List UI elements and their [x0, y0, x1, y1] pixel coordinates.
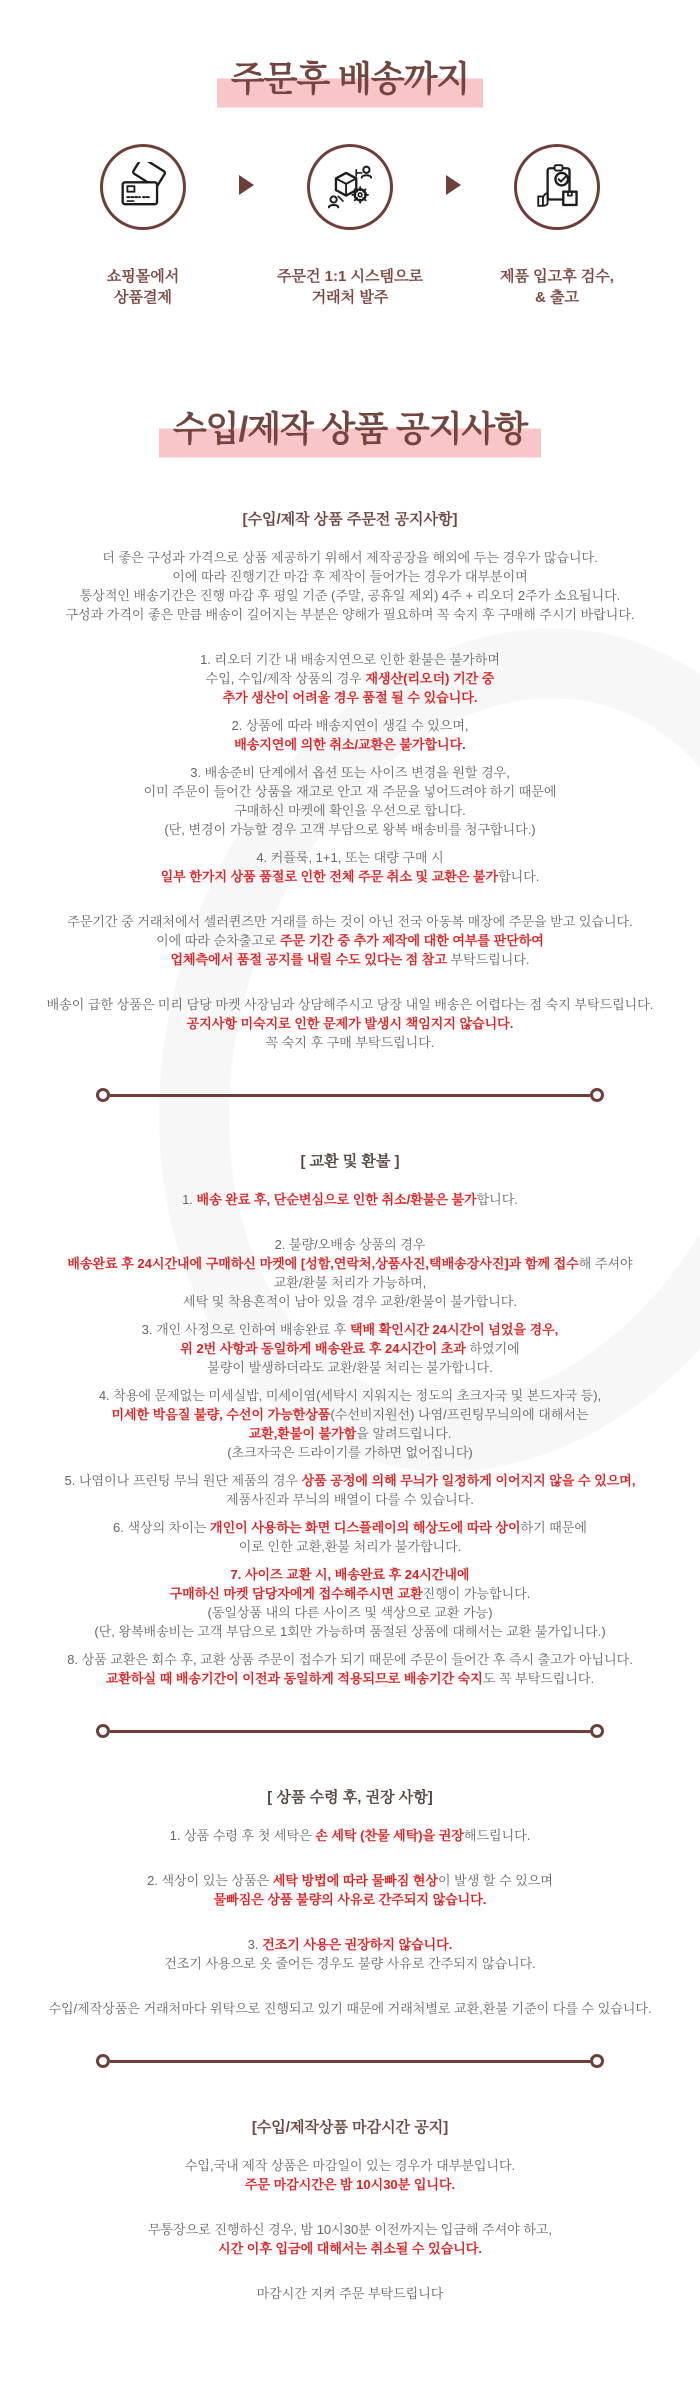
notice-block: [0, 1386, 700, 1462]
section-pre-order-notice: [0, 510, 700, 1052]
notice-line: [0, 782, 700, 801]
notice-text: 8. 상품 교환은 회수 후, 교환 상품 주문이 접수가 되기 때문에 주문이 들어간 후 즉시 출고가 아닙니다.: [67, 1652, 633, 1667]
notice-text: 주문기간 중 거래처에서 셀러퀸즈만 거래를 하는 것이 아닌 전국 아동복 매장에 주문을 받고 있습니다.: [67, 914, 633, 929]
process-step-payment: [47, 144, 239, 308]
notice-line: [0, 995, 700, 1014]
notice-text: 구매하신 마켓에 확인을 우선으로 합니다.: [234, 803, 466, 818]
notice-text-alert: 세탁 방법에 따라 물빠짐 현상: [272, 1873, 438, 1888]
notice-line: [0, 1339, 700, 1358]
step-arrow-icon: [446, 175, 461, 195]
notice-line: [0, 1518, 700, 1537]
notice-line: [0, 669, 700, 688]
notice-text: 수입/제작상품은 거래처마다 위탁으로 진행되고 있기 때문에 거래처별로 교환,환불 기준이 다를 수 있습니다.: [48, 2001, 652, 2016]
notice-line: [0, 1954, 700, 1973]
process-title: [0, 52, 700, 110]
notice-block: [0, 912, 700, 969]
notice-line: [0, 1565, 700, 1584]
section-care-recommendation: [0, 1788, 700, 2018]
process-steps: [0, 144, 700, 308]
notice-text: 이 발생 할 수 있으며: [438, 1873, 553, 1888]
notice-block: [0, 1826, 700, 1845]
notice-text: 을 알려드립니다.: [356, 1426, 452, 1441]
step-label-line: 쇼핑몰에서: [106, 268, 180, 285]
notice-line: [0, 1273, 700, 1292]
notice-text: 2. 상품에 따라 배송지연이 생길 수 있으며,: [231, 718, 469, 733]
notice-title-section: [0, 402, 700, 460]
notice-text: 이미 주문이 들어간 상품을 재고로 안고 재 주문을 넣어드려야 하기 때문에: [143, 784, 557, 799]
notice-text: 도 꼭 부탁드립니다.: [482, 1671, 595, 1686]
notice-line: [0, 820, 700, 839]
notice-line: [0, 1190, 700, 1209]
section-content: [0, 2156, 700, 2303]
notice-block: [0, 1650, 700, 1688]
notice-text: 3. 개인 사정으로 인하여 배송완료 후: [141, 1322, 350, 1337]
notice-line: [0, 605, 700, 624]
notice-text: 하기 때문에: [520, 1520, 587, 1535]
notice-text: 2. 불량/오배송 상품의 경우: [274, 1237, 426, 1252]
notice-line: [0, 1622, 700, 1641]
divider-dot-icon: [590, 1088, 604, 1102]
notice-text: (단, 변경이 가능할 경우 고객 부담으로 왕복 배송비를 청구합니다.): [164, 822, 536, 837]
notice-text-alert: 교환하실 때 배송기간이 이전과 동일하게 적용되므로 배송기간 숙지: [105, 1671, 483, 1686]
section-content: [0, 548, 700, 1052]
notice-text-alert: 시간 이후 입금에 대해서는 취소될 수 있습니다.: [218, 2241, 482, 2256]
notice-block: [0, 1999, 700, 2018]
notice-line: [0, 2284, 700, 2303]
notice-block: [0, 2284, 700, 2303]
section-exchange-refund: [0, 1152, 700, 1688]
notice-text: 4. 착용에 문제없는 미세실밥, 미세이염(세탁시 지워지는 정도의 초크자국 및 본드자국 등),: [98, 1388, 602, 1403]
section-header: [수입/제작 상품 주문전 공지사항]: [242, 511, 458, 528]
step-label-line: 제품 입고후 검수,: [500, 268, 614, 285]
notice-line: [0, 1405, 700, 1424]
notice-line: [0, 1235, 700, 1254]
notice-line: [0, 1537, 700, 1556]
notice-line: [0, 1650, 700, 1669]
divider-dot-icon: [96, 1724, 110, 1738]
step-label-line: & 출고: [535, 289, 579, 306]
notice-text-alert: 교환,환불이 불가함: [248, 1426, 357, 1441]
notice-line: [0, 1826, 700, 1845]
divider-dot-icon: [96, 1088, 110, 1102]
notice-line: [0, 2239, 700, 2258]
notice-text-alert: 주문 마감시간은 밤 10시30분 입니다.: [244, 2177, 456, 2192]
order-system-icon: [307, 144, 393, 230]
notice-text: (수선비지원선) 나염/프린팅무늬의에 대해서는: [330, 1407, 589, 1422]
notice-text: 세탁 및 착용흔적이 남아 있을 경우 교환/환불이 불가합니다.: [183, 1294, 517, 1309]
notice-text: 3.: [247, 1937, 263, 1952]
step-label: [47, 266, 239, 308]
notice-text: 하였기에: [465, 1341, 520, 1356]
notice-line: [0, 1603, 700, 1622]
section-header: [ 교환 및 환불 ]: [300, 1153, 400, 1170]
section-divider: [96, 1724, 604, 1738]
notice-text: 1.: [182, 1192, 197, 1207]
notice-text-alert: 재생산(리오더) 기간 중: [365, 671, 495, 686]
section-header: [수입/제작상품 마감시간 공지]: [251, 2119, 449, 2136]
notice-line: [0, 688, 700, 707]
divider-dot-icon: [590, 2054, 604, 2068]
step-label: [461, 266, 653, 308]
notice-line: [0, 1424, 700, 1443]
section-content: [0, 1190, 700, 1688]
notice-block: [0, 995, 700, 1052]
notice-text: 꼭 숙지 후 구매 부탁드립니다.: [265, 1035, 435, 1050]
notice-text: 통상적인 배송기간은 진행 마감 후 평일 기준 (주말, 공휴일 제외) 4주 + 리오더 2주가 소요됩니다.: [79, 588, 621, 603]
notice-text: 합니다.: [498, 869, 540, 884]
process-step-order-system: [254, 144, 446, 308]
notice-text: 수입,국내 제작 상품은 마감일이 있는 경우가 대부분입니다.: [184, 2158, 516, 2173]
step-arrow-icon: [239, 175, 254, 195]
notice-block: [0, 1518, 700, 1556]
order-process-section: [0, 52, 700, 308]
step-label-line: 주문건 1:1 시스템으로: [277, 268, 423, 285]
notice-block: [0, 2220, 700, 2258]
section-divider: [96, 1088, 604, 1102]
section-header: [ 상품 수령 후, 권장 사항]: [267, 1789, 433, 1806]
notice-line: [0, 1490, 700, 1509]
notice-text: 해 주셔야: [578, 1256, 633, 1271]
notice-text-alert: 택배 확인시간 24시간이 넘었을 경우,: [349, 1322, 559, 1337]
notice-line: [0, 1999, 700, 2018]
notice-text: 1. 상품 수령 후 첫 세탁은: [169, 1828, 316, 1843]
notice-line: [0, 912, 700, 931]
notice-block: [0, 1320, 700, 1377]
notice-text-alert: 상품 공정에 의해 무늬가 일정하게 이어지지 않을 수 있으며,: [301, 1473, 636, 1488]
notice-block: [0, 650, 700, 707]
notice-text-alert: 7. 사이즈 교환 시, 배송완료 후 24시간내에: [230, 1567, 470, 1582]
notice-block: [0, 1471, 700, 1509]
notice-title: [0, 402, 700, 460]
notice-text: 5. 나염이나 프린팅 무늬 원단 제품의 경우: [64, 1473, 302, 1488]
notice-text: 합니다.: [476, 1192, 518, 1207]
notice-block: [0, 1235, 700, 1311]
notice-line: [0, 1584, 700, 1603]
notice-line: [0, 1471, 700, 1490]
inspection-shipping-icon: [514, 144, 600, 230]
notice-text: 건조기 사용으로 옷 줄어든 경우도 불량 사유로 간주되지 않습니다.: [164, 1956, 536, 1971]
divider-line: [110, 2060, 590, 2063]
notice-text: 이에 따라 순차출고로: [156, 933, 280, 948]
notice-text: 구성과 가격이 좋은 만큼 배송이 길어지는 부분은 양해가 필요하며 꼭 숙지 후 구매해 주시기 바랍니다.: [65, 607, 635, 622]
notice-block: [0, 848, 700, 886]
notice-line: [0, 763, 700, 782]
notice-text-alert: 개인이 사용하는 화면 디스플레이의 해상도에 따라 상이: [210, 1520, 521, 1535]
notice-line: [0, 1386, 700, 1405]
notice-block: [0, 1190, 700, 1209]
notice-text: 1. 리오더 기간 내 배송지연으로 인한 환불은 불가하며: [200, 652, 500, 667]
notice-line: [0, 1292, 700, 1311]
notice-text-alert: 공지사항 미숙지로 인한 문제가 발생시 책임지지 않습니다.: [186, 1016, 514, 1031]
notice-line: [0, 867, 700, 886]
notice-line: [0, 716, 700, 735]
notice-text-alert: 손 세탁 (찬물 세탁)을 권장: [315, 1828, 464, 1843]
divider-line: [110, 1094, 590, 1097]
notice-title-text: 수입/제작 상품 공지사항: [159, 402, 541, 460]
notice-text: 진행이 가능합니다.: [422, 1586, 531, 1601]
notice-line: [0, 1890, 700, 1909]
notice-line: [0, 586, 700, 605]
notice-text: 교환/환불 처리가 가능하며,: [273, 1275, 427, 1290]
notice-block: [0, 548, 700, 624]
divider-dot-icon: [96, 2054, 110, 2068]
notice-text: 배송이 급한 상품은 미리 담당 마켓 사장님과 상담해주시고 당장 내일 배송은 어렵다는 점 숙지 부탁드립니다.: [46, 997, 654, 1012]
notice-block: [0, 763, 700, 839]
notice-text: 이에 따라 진행기간 마감 후 제작이 들어가는 경우가 대부분이며: [172, 569, 528, 584]
notice-block: [0, 1935, 700, 1973]
notice-text: 이로 인한 교환,환불 처리가 불가합니다.: [238, 1539, 462, 1554]
notice-line: [0, 735, 700, 754]
notice-line: [0, 950, 700, 969]
step-label-line: 거래처 발주: [311, 289, 389, 306]
notice-line: [0, 801, 700, 820]
notice-block: [0, 1871, 700, 1909]
notice-line: [0, 2175, 700, 2194]
notice-text: (단, 왕복배송비는 고객 부담으로 1회만 가능하며 품절된 상품에 대해서는 교환 불가입니다.): [94, 1624, 606, 1639]
notice-text-alert: 추가 생산이 어려울 경우 품절 될 수 있습니다.: [222, 690, 478, 705]
notice-text: (초크자국은 드라이기를 가하면 없어집니다): [227, 1445, 473, 1460]
notice-text-alert: 물빠짐은 상품 불량의 사유로 간주되지 않습니다.: [213, 1892, 487, 1907]
notice-line: [0, 1254, 700, 1273]
process-step-inspection: [461, 144, 653, 308]
notice-line: [0, 1358, 700, 1377]
notice-text-alert: 구매하신 마켓 담당자에게 접수해주시면 교환: [169, 1586, 423, 1601]
notice-text-alert: 배송완료 후 24시간내에 구매하신 마켓에 [성함,연락처,상품사진,택배송장사진]과 함께 접수: [67, 1256, 579, 1271]
divider-line: [110, 1730, 590, 1733]
section-deadline-notice: [0, 2118, 700, 2303]
step-label-line: 상품결제: [114, 289, 172, 306]
notice-line: [0, 1320, 700, 1339]
notice-text: 무통장으로 진행하신 경우, 밤 10시30분 이전까지는 입금해 주셔야 하고,: [147, 2222, 553, 2237]
notice-text: 더 좋은 구성과 가격으로 상품 제공하기 위해서 제작공장을 해외에 두는 경우가 많습니다.: [102, 550, 598, 565]
notice-text: 불량이 발생하더라도 교환/환불 처리는 불가합니다.: [207, 1360, 493, 1375]
section-content: [0, 1826, 700, 2018]
notice-line: [0, 1669, 700, 1688]
notice-line: [0, 1871, 700, 1890]
notice-line: [0, 650, 700, 669]
notice-block: [0, 716, 700, 754]
notice-text: (동일상품 내의 다른 사이즈 및 색상으로 교환 가능): [207, 1605, 493, 1620]
notice-text: 부탁드립니다.: [446, 952, 530, 967]
notice-line: [0, 931, 700, 950]
notice-line: [0, 1443, 700, 1462]
notice-line: [0, 1033, 700, 1052]
notice-text: 제품사진과 무늬의 배열이 다를 수 있습니다.: [226, 1492, 474, 1507]
notice-text-alert: 건조기 사용은 권장하지 않습니다.: [262, 1937, 453, 1952]
section-divider: [96, 2054, 604, 2068]
notice-line: [0, 567, 700, 586]
notice-text-alert: 위 2번 사항과 동일하게 배송완료 후 24시간이 초과: [180, 1341, 466, 1356]
notice-text-alert: 배송지연에 의한 취소/교환은 불가합니다.: [234, 737, 466, 752]
notice-block: [0, 1565, 700, 1641]
notice-text-alert: 업체측에서 품절 공지를 내릴 수도 있다는 점 참고: [170, 952, 447, 967]
notice-text: 4. 커플룩, 1+1, 또는 대량 구매 시: [256, 850, 444, 865]
notice-text: 마감시간 지켜 주문 부탁드립니다: [256, 2286, 444, 2301]
notice-text: 2. 색상이 있는 상품은: [147, 1873, 273, 1888]
notice-line: [0, 1014, 700, 1033]
notice-text: 해드립니다.: [463, 1828, 531, 1843]
notice-text-alert: 주문 기간 중 추가 제작에 대한 여부를 판단하여: [279, 933, 544, 948]
notice-text: 3. 배송준비 단계에서 옵션 또는 사이즈 변경을 원할 경우,: [190, 765, 510, 780]
notice-line: [0, 2220, 700, 2239]
credit-card-icon: [100, 144, 186, 230]
notice-line: [0, 2156, 700, 2175]
step-label: [254, 266, 446, 308]
notice-text-alert: 미세한 박음질 불량, 수선이 가능한상품: [111, 1407, 331, 1422]
notice-text: 수입, 수입/제작 상품의 경우: [205, 671, 366, 686]
notice-line: [0, 548, 700, 567]
notice-text-alert: 배송 완료 후, 단순변심으로 인한 취소/환불은 불가: [196, 1192, 477, 1207]
notice-block: [0, 2156, 700, 2194]
notice-text: 6. 색상의 차이는: [113, 1520, 211, 1535]
notice-text-alert: 일부 한가지 상품 품절로 인한 전체 주문 취소 및 교환은 불가: [160, 869, 499, 884]
notice-line: [0, 1935, 700, 1954]
process-title-text: 주문후 배송까지: [217, 52, 483, 110]
notice-line: [0, 848, 700, 867]
divider-dot-icon: [590, 1724, 604, 1738]
